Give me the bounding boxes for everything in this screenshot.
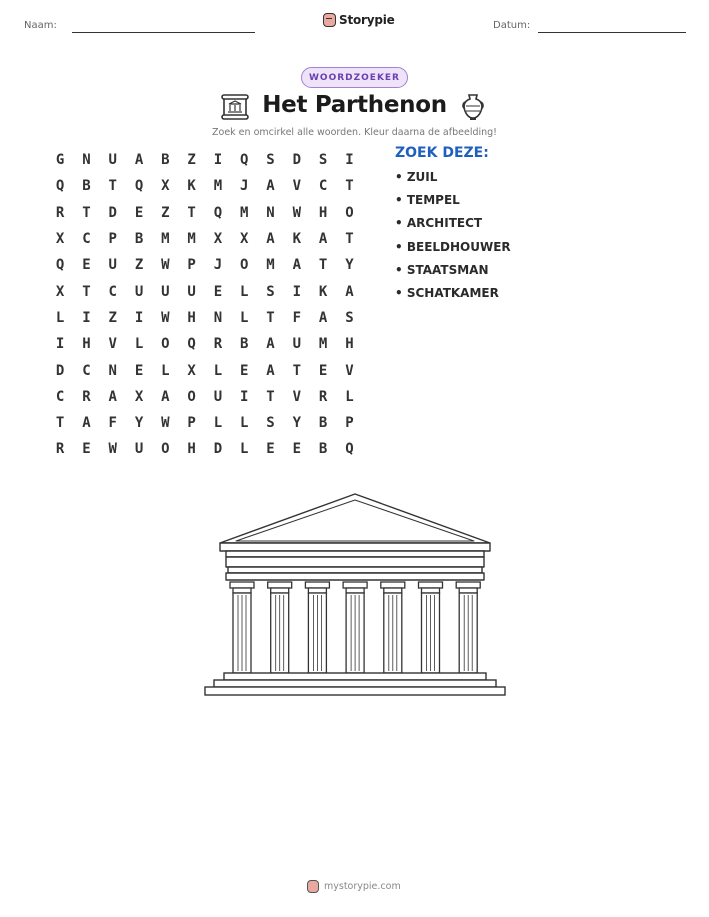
grid-letter[interactable]: U	[161, 283, 170, 300]
grid-letter[interactable]: S	[266, 152, 275, 169]
grid-letter[interactable]: F	[292, 309, 302, 326]
grid-letter[interactable]: I	[240, 388, 249, 405]
temple-column	[230, 582, 254, 673]
grid-letter[interactable]: M	[240, 204, 249, 221]
grid-letter[interactable]: Q	[213, 204, 223, 221]
grid-letter[interactable]: N	[266, 204, 275, 221]
grid-letter[interactable]: T	[82, 283, 91, 300]
grid-letter[interactable]: J	[213, 257, 223, 274]
grid-letter[interactable]: T	[108, 178, 117, 195]
grid-letter[interactable]: X	[187, 362, 196, 379]
grid-letter[interactable]: V	[292, 388, 302, 405]
grid-letter[interactable]: P	[345, 415, 354, 432]
grid-letter[interactable]: O	[187, 388, 196, 405]
grid-letter[interactable]: T	[345, 178, 354, 195]
grid-letter[interactable]: V	[292, 178, 302, 195]
grid-letter[interactable]: A	[134, 152, 144, 169]
grid-letter[interactable]: Q	[345, 441, 354, 458]
storypie-mascot-icon	[323, 13, 336, 27]
grid-letter[interactable]: L	[240, 283, 249, 300]
grid-letter[interactable]: I	[292, 283, 302, 300]
grid-letter[interactable]: U	[108, 257, 117, 274]
grid-letter[interactable]: E	[134, 362, 144, 379]
grid-letter[interactable]: G	[55, 152, 65, 169]
grid-letter[interactable]: R	[55, 204, 65, 221]
grid-letter[interactable]: C	[318, 178, 328, 195]
grid-letter[interactable]: X	[55, 283, 65, 300]
grid-letter[interactable]: B	[318, 415, 328, 432]
temple-column	[305, 582, 329, 673]
grid-letter[interactable]: C	[82, 231, 91, 248]
grid-letter[interactable]: C	[82, 362, 91, 379]
letter-grid[interactable]	[47, 147, 363, 463]
grid-letter[interactable]: X	[134, 388, 144, 405]
grid-letter[interactable]: U	[108, 152, 117, 169]
grid-letter[interactable]: I	[345, 152, 354, 169]
grid-letter[interactable]: Q	[134, 178, 144, 195]
grid-letter[interactable]: E	[240, 362, 249, 379]
grid-letter[interactable]: P	[108, 231, 117, 248]
grid-letter[interactable]: W	[161, 309, 170, 326]
word-item: • TEMPEL	[395, 193, 460, 208]
grid-letter[interactable]: N	[82, 152, 91, 169]
word-search-badge: WOORDZOEKER	[301, 67, 408, 88]
grid-letter[interactable]: U	[292, 336, 302, 353]
grid-letter[interactable]: K	[292, 231, 302, 248]
grid-letter[interactable]: D	[292, 152, 302, 169]
instructions: Zoek en omcirkel alle woorden. Kleur daarna de afbeelding!	[212, 127, 497, 138]
grid-letter[interactable]: X	[240, 231, 249, 248]
grid-letter[interactable]: M	[213, 178, 223, 195]
grid-letter[interactable]: A	[318, 231, 328, 248]
grid-letter[interactable]: Y	[345, 257, 354, 274]
grid-letter[interactable]: E	[266, 441, 275, 458]
grid-letter[interactable]: A	[266, 362, 275, 379]
grid-letter[interactable]: Q	[55, 178, 65, 195]
date-line[interactable]	[538, 32, 686, 33]
grid-letter[interactable]: T	[187, 204, 196, 221]
grid-letter[interactable]: X	[213, 231, 223, 248]
date-label: Datum:	[493, 20, 531, 31]
grid-letter[interactable]: A	[266, 178, 275, 195]
grid-letter[interactable]: A	[108, 388, 117, 405]
grid-letter[interactable]: X	[161, 178, 170, 195]
grid-letter[interactable]: E	[82, 441, 91, 458]
name-label: Naam:	[24, 20, 57, 31]
grid-letter[interactable]: L	[345, 388, 354, 405]
grid-letter[interactable]: L	[55, 309, 65, 326]
grid-letter[interactable]: E	[292, 441, 302, 458]
grid-letter[interactable]: L	[240, 415, 249, 432]
grid-letter[interactable]: U	[213, 388, 223, 405]
grid-letter[interactable]: U	[187, 283, 196, 300]
grid-letter[interactable]: D	[213, 441, 223, 458]
grid-letter[interactable]: H	[345, 336, 354, 353]
grid-letter[interactable]: A	[82, 415, 91, 432]
grid-letter[interactable]: Z	[161, 204, 170, 221]
grid-letter[interactable]: E	[318, 362, 328, 379]
word-list-title: ZOEK DEZE:	[395, 145, 489, 161]
grid-letter[interactable]: C	[108, 283, 117, 300]
grid-letter[interactable]: S	[266, 415, 275, 432]
grid-letter[interactable]: D	[55, 362, 65, 379]
temple-column	[268, 582, 292, 673]
grid-letter[interactable]: N	[213, 309, 223, 326]
grid-letter[interactable]: W	[292, 204, 302, 221]
parthenon-illustration[interactable]	[200, 490, 510, 705]
grid-letter[interactable]: B	[134, 231, 144, 248]
grid-letter[interactable]: V	[108, 336, 117, 353]
grid-letter[interactable]: I	[213, 152, 223, 169]
grid-letter[interactable]: W	[161, 415, 170, 432]
grid-letter[interactable]: Q	[240, 152, 249, 169]
grid-letter[interactable]: A	[292, 257, 302, 274]
grid-letter[interactable]: F	[108, 415, 117, 432]
grid-letter[interactable]: O	[161, 336, 170, 353]
grid-letter[interactable]: P	[187, 415, 196, 432]
grid-letter[interactable]: T	[82, 204, 91, 221]
grid-letter[interactable]: Z	[134, 257, 144, 274]
grid-letter[interactable]: M	[318, 336, 328, 353]
grid-letter[interactable]: K	[187, 178, 196, 195]
grid-letter[interactable]: K	[318, 283, 328, 300]
grid-letter[interactable]: T	[318, 257, 328, 274]
word-item: • SCHATKAMER	[395, 285, 499, 300]
page-title: Het Parthenon	[262, 92, 447, 118]
grid-letter[interactable]: I	[134, 309, 144, 326]
grid-letter[interactable]: L	[213, 415, 223, 432]
grid-letter[interactable]: T	[345, 231, 354, 248]
grid-letter[interactable]: B	[318, 441, 328, 458]
temple-column	[419, 582, 443, 673]
name-line[interactable]	[72, 32, 255, 33]
grid-letter[interactable]: R	[318, 388, 328, 405]
grid-letter[interactable]: L	[134, 336, 144, 353]
grid-letter[interactable]: S	[266, 283, 275, 300]
grid-letter[interactable]: N	[108, 362, 117, 379]
word-item: • ZUIL	[395, 170, 438, 184]
grid-letter[interactable]: P	[187, 257, 196, 274]
grid-letter[interactable]: M	[266, 257, 275, 274]
grid-letter[interactable]: L	[213, 362, 223, 379]
word-item: • ARCHITECT	[395, 216, 483, 231]
grid-letter[interactable]: L	[240, 441, 249, 458]
grid-letter[interactable]: E	[82, 257, 91, 274]
grid-letter[interactable]: R	[82, 388, 91, 405]
temple-column	[456, 582, 480, 673]
footer	[307, 880, 401, 893]
grid-letter[interactable]: S	[345, 309, 354, 326]
grid-letter[interactable]: Y	[134, 415, 144, 432]
grid-letter[interactable]: U	[134, 441, 144, 458]
grid-letter[interactable]: J	[240, 178, 249, 195]
grid-letter[interactable]: Z	[108, 309, 117, 326]
grid-letter[interactable]: E	[134, 204, 144, 221]
word-item: • STAATSMAN	[395, 262, 489, 277]
grid-letter[interactable]: A	[266, 336, 275, 353]
grid-letter[interactable]: H	[318, 204, 328, 221]
grid-letter[interactable]: V	[345, 362, 354, 379]
grid-letter[interactable]: Z	[187, 152, 196, 169]
grid-letter[interactable]: W	[161, 257, 170, 274]
grid-letter[interactable]: C	[55, 388, 65, 405]
grid-letter[interactable]: I	[82, 309, 91, 326]
grid-letter[interactable]: A	[318, 309, 328, 326]
footer-url[interactable]: mystorypie.com	[324, 881, 401, 892]
grid-letter[interactable]: O	[345, 204, 354, 221]
grid-letter[interactable]: Q	[55, 257, 65, 274]
grid-letter[interactable]: M	[161, 231, 170, 248]
word-list	[395, 145, 511, 308]
grid-letter[interactable]: I	[55, 336, 65, 353]
grid-letter[interactable]: E	[213, 283, 223, 300]
storypie-mascot-icon	[307, 880, 319, 893]
temple-column	[343, 582, 367, 673]
grid-letter[interactable]: B	[161, 152, 170, 169]
grid-letter[interactable]: H	[187, 309, 196, 326]
storypie-logo	[323, 13, 395, 27]
grid-letter[interactable]: D	[108, 204, 117, 221]
grid-letter[interactable]: T	[55, 415, 65, 432]
grid-letter[interactable]: Q	[187, 336, 196, 353]
grid-letter[interactable]: A	[161, 388, 170, 405]
grid-letter[interactable]: H	[82, 336, 91, 353]
word-item: • BEELDHOUWER	[395, 239, 511, 254]
grid-letter[interactable]: U	[134, 283, 144, 300]
grid-letter[interactable]: T	[292, 362, 302, 379]
grid-letter[interactable]: Y	[292, 415, 302, 432]
grid-letter[interactable]: A	[345, 283, 354, 300]
grid-letter[interactable]: O	[240, 257, 249, 274]
temple-column	[381, 582, 405, 673]
grid-letter[interactable]: L	[240, 309, 249, 326]
grid-letter[interactable]: A	[266, 231, 275, 248]
grid-letter[interactable]: B	[82, 178, 91, 195]
grid-letter[interactable]: R	[55, 441, 65, 458]
grid-letter[interactable]: M	[187, 231, 196, 248]
grid-letter[interactable]: T	[266, 388, 275, 405]
brand-name: Storypie	[339, 13, 395, 27]
grid-letter[interactable]: R	[213, 336, 223, 353]
grid-letter[interactable]: H	[187, 441, 196, 458]
grid-letter[interactable]: O	[161, 441, 170, 458]
grid-letter[interactable]: W	[108, 441, 117, 458]
amphora-icon	[458, 92, 488, 122]
grid-letter[interactable]: L	[161, 362, 170, 379]
grid-letter[interactable]: X	[55, 231, 65, 248]
grid-letter[interactable]: B	[240, 336, 249, 353]
grid-letter[interactable]: T	[266, 309, 275, 326]
grid-letter[interactable]: S	[318, 152, 328, 169]
